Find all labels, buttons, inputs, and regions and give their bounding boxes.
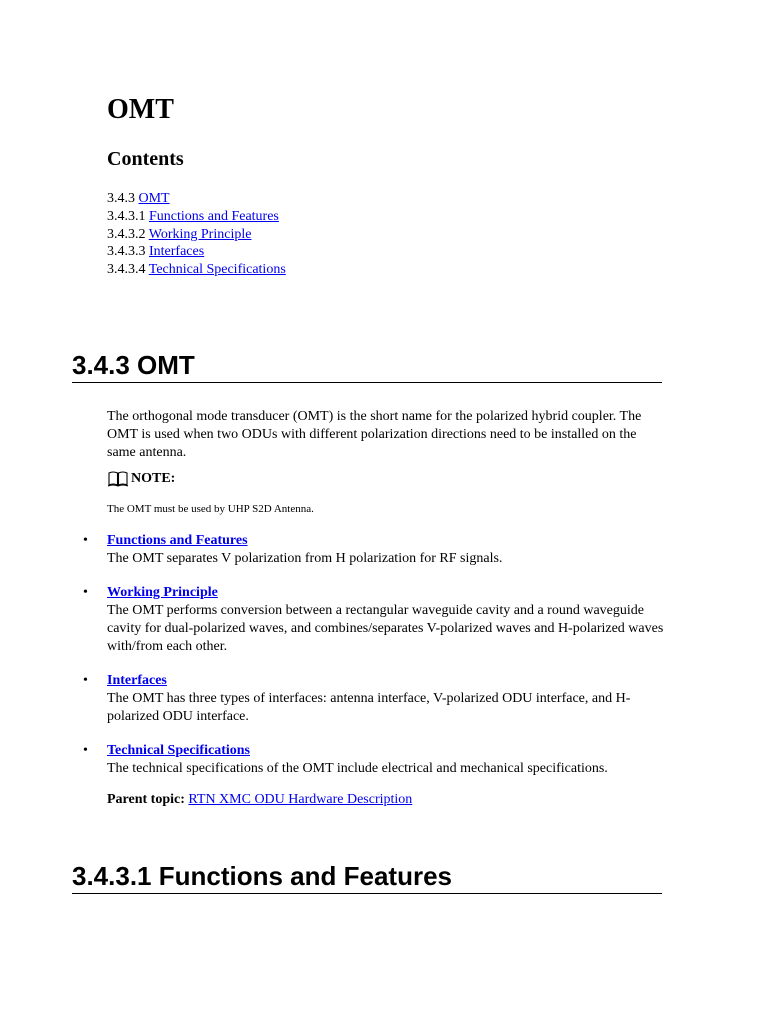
topic-link-functions-and-features[interactable]: Functions and Features	[107, 533, 248, 548]
section-heading-omt: 3.4.3 OMT	[72, 349, 662, 383]
parent-topic-link[interactable]: RTN XMC ODU Hardware Description	[188, 792, 413, 807]
toc-item-working-principle	[107, 226, 286, 244]
toc-number: 3.4.3.1	[107, 208, 146, 224]
table-of-contents	[107, 190, 286, 279]
note-text: The OMT must be used by UHP S2D Antenna.	[107, 503, 314, 515]
toc-link-technical-specifications[interactable]: Technical Specifications	[148, 262, 286, 278]
toc-item-technical-specifications	[107, 261, 286, 279]
note-label: NOTE:	[131, 471, 176, 486]
section-heading-functions-and-features: 3.4.3.1 Functions and Features	[72, 860, 662, 894]
toc-link-functions-and-features[interactable]: Functions and Features	[149, 208, 279, 224]
list-item	[83, 672, 667, 726]
list-item	[83, 532, 667, 568]
topic-description: The OMT performs conversion between a rectangular waveguide cavity and a round waveguide cavity for dual-polarized waves, and combines/separates V-polarized waves and H-polarized waves with/from each other.	[107, 603, 664, 654]
toc-number: 3.4.3.2	[107, 226, 146, 242]
toc-number: 3.4.3	[107, 191, 135, 206]
toc-item-omt	[107, 190, 286, 208]
toc-item-functions-and-features	[107, 208, 286, 226]
topic-description: The OMT has three types of interfaces: antenna interface, V-polarized ODU interface, and H-polarized ODU interface.	[107, 691, 631, 724]
parent-topic-label: Parent topic:	[107, 792, 185, 807]
child-topic-list	[83, 532, 667, 794]
book-icon	[107, 470, 129, 488]
topic-link-interfaces[interactable]: Interfaces	[107, 673, 167, 688]
bullet-dot-icon: •	[83, 743, 88, 758]
parent-topic	[107, 791, 412, 809]
topic-description: The technical specifications of the OMT include electrical and mechanical specifications.	[107, 761, 608, 776]
document-title: OMT	[107, 94, 174, 125]
toc-link-omt[interactable]: OMT	[138, 191, 170, 206]
toc-link-interfaces[interactable]: Interfaces	[149, 244, 205, 260]
list-item	[83, 742, 667, 778]
toc-number: 3.4.3.4	[107, 262, 146, 278]
topic-link-technical-specifications[interactable]: Technical Specifications	[107, 743, 250, 758]
topic-description: The OMT separates V polarization from H polarization for RF signals.	[107, 551, 503, 566]
toc-link-working-principle[interactable]: Working Principle	[148, 226, 252, 242]
topic-link-working-principle[interactable]: Working Principle	[107, 585, 218, 600]
toc-number: 3.4.3.3	[107, 244, 146, 260]
bullet-dot-icon: •	[83, 533, 88, 548]
note-callout	[107, 470, 175, 488]
toc-item-interfaces	[107, 243, 286, 261]
intro-paragraph: The orthogonal mode transducer (OMT) is the short name for the polarized hybrid coupler. The OMT is used when two ODUs with different polarization directions need to be installed on the same antenna.	[107, 409, 642, 460]
list-item	[83, 584, 667, 656]
bullet-dot-icon: •	[83, 585, 88, 600]
bullet-dot-icon: •	[83, 673, 88, 688]
contents-heading: Contents	[107, 148, 184, 170]
